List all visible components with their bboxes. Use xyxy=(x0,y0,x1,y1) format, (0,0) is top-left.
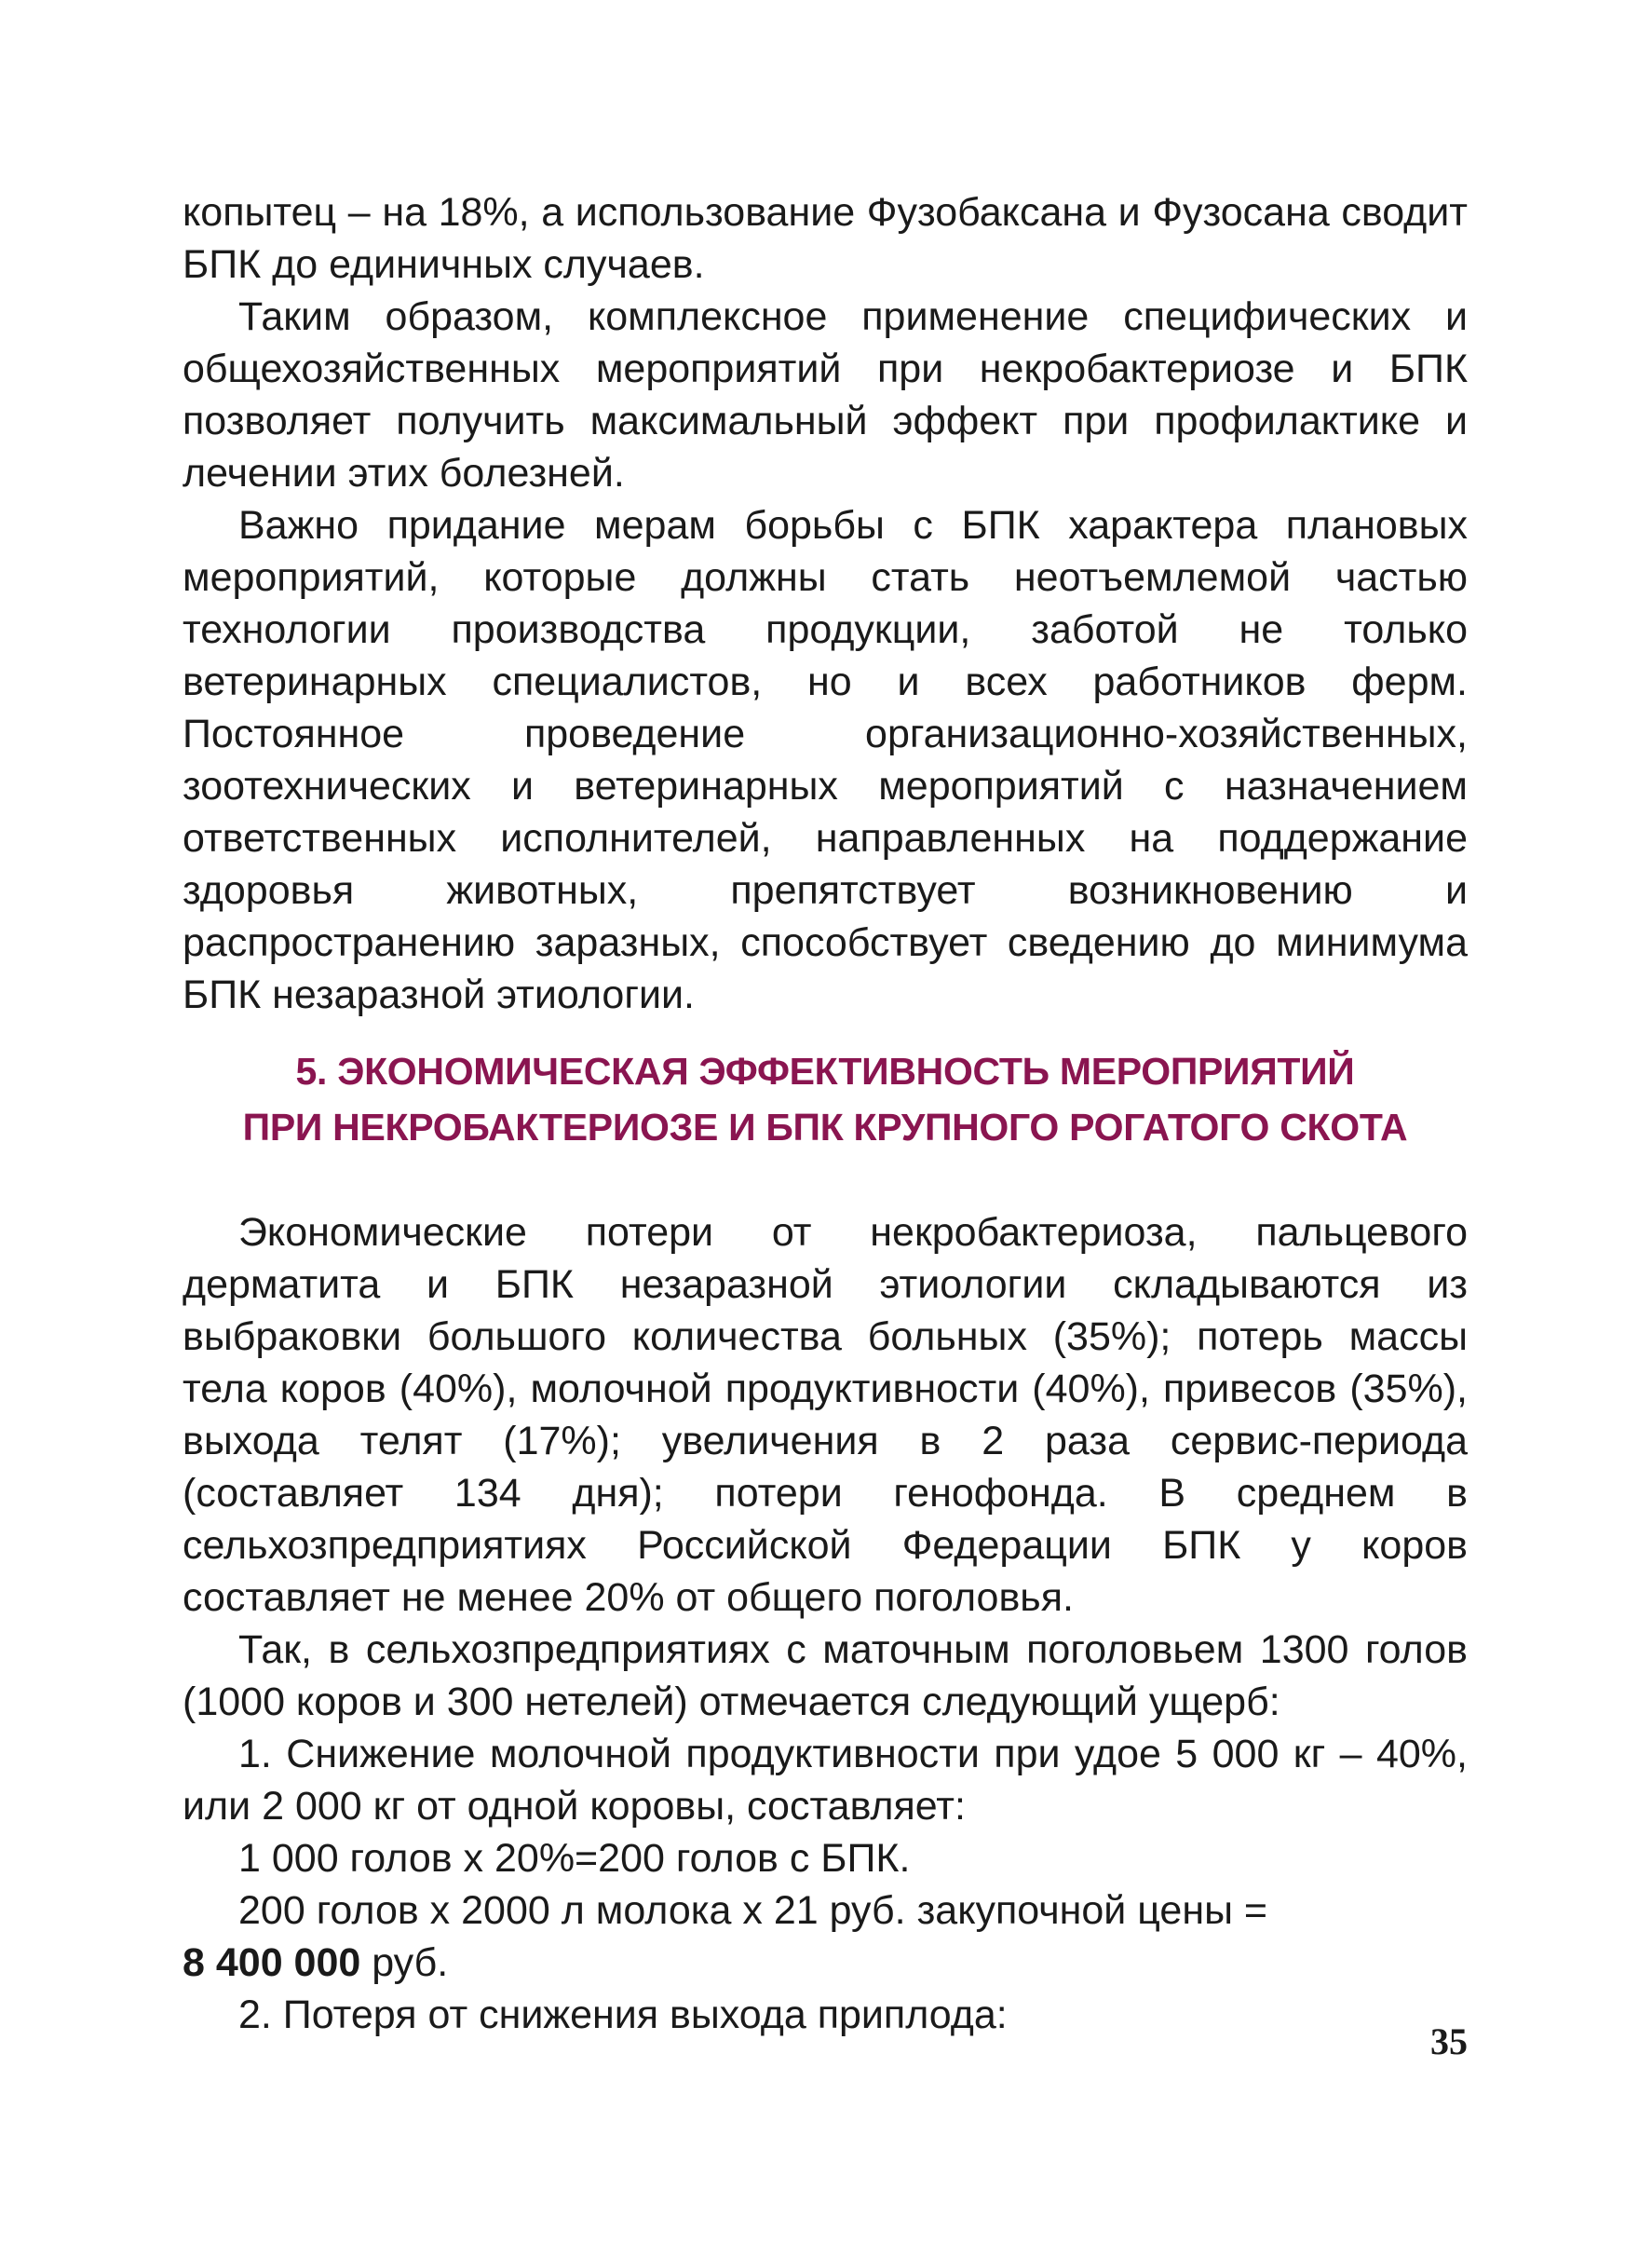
calculation-amount: 8 400 000 xyxy=(183,1940,361,1985)
calculation-unit: руб. xyxy=(360,1940,449,1985)
paragraph-continuation: копытец – на 18%, а использование Фузобаксана и Фузосана сводит БПК до единичных случаев. xyxy=(183,190,1468,287)
top-text-section xyxy=(183,186,1468,1021)
paragraph-calculation-cost xyxy=(183,1884,1468,1989)
paragraph-item-1: 1. Снижение молочной продуктивности при удое 5 000 кг – 40%, или 2 000 кг от одной коровы, составляет: xyxy=(183,1732,1468,1829)
calculation-text: 200 голов х 2000 л молока х 21 руб. закупочной цены = xyxy=(238,1888,1268,1933)
section-heading-line-2: ПРИ НЕКРОБАКТЕРИОЗЕ И БПК КРУПНОГО РОГАТОГО СКОТА xyxy=(242,1106,1408,1149)
bottom-text-section xyxy=(183,1206,1468,2041)
paragraph-economic-losses: Экономические потери от некробактериоза, пальцевого дерматита и БПК незаразной этиологии складываются из выбраковки большого количества больных (35%); потерь массы тела коров (40%), молочной продуктивности (40%), привесов (35%), выхода телят (17%); увеличения в 2 раза сервис-периода (составляет 134 дня); потери генофонда. В среднем в сельхозпредприятиях Российской Федерации БПК у коров составляет не менее 20% от общего поголовья. xyxy=(183,1210,1468,1620)
paragraph-conclusion: Таким образом, комплексное применение специфических и общехозяйственных мероприятий при некробактериозе и БПК позволяет получить максимальный эффект при профилактике и лечении этих болезней. xyxy=(183,294,1468,496)
paragraph-item-2: 2. Потеря от снижения выхода приплода: xyxy=(238,1992,1008,2037)
paragraph-planning-measures: Важно придание мерам борьбы с БПК характера плановых мероприятий, которые должны стать неотъемлемой частью технологии производства продукции, заботой не только ветеринарных специалистов, но и всех работников ферм. Постоянное проведение организационно-хозяйственных, зоотехнических и ветеринарных мероприятий с назначением ответственных исполнителей, направленных на поддержание здоровья животных, препятствует возникновению и распространению заразных, способствует сведению до минимума БПК незаразной этиологии. xyxy=(183,503,1468,1017)
paragraph-damage-example: Так, в сельхозпредприятиях с маточным поголовьем 1300 голов (1000 коров и 300 нетелей) отмечается следующий ущерб: xyxy=(183,1627,1468,1724)
section-heading-line-1: 5. ЭКОНОМИЧЕСКАЯ ЭФФЕКТИВНОСТЬ МЕРОПРИЯТИЙ xyxy=(295,1050,1355,1093)
paragraph-calculation-heads: 1 000 голов х 20%=200 голов с БПК. xyxy=(238,1836,911,1881)
section-heading xyxy=(183,1043,1468,1155)
page-number: 35 xyxy=(1430,2020,1468,2062)
